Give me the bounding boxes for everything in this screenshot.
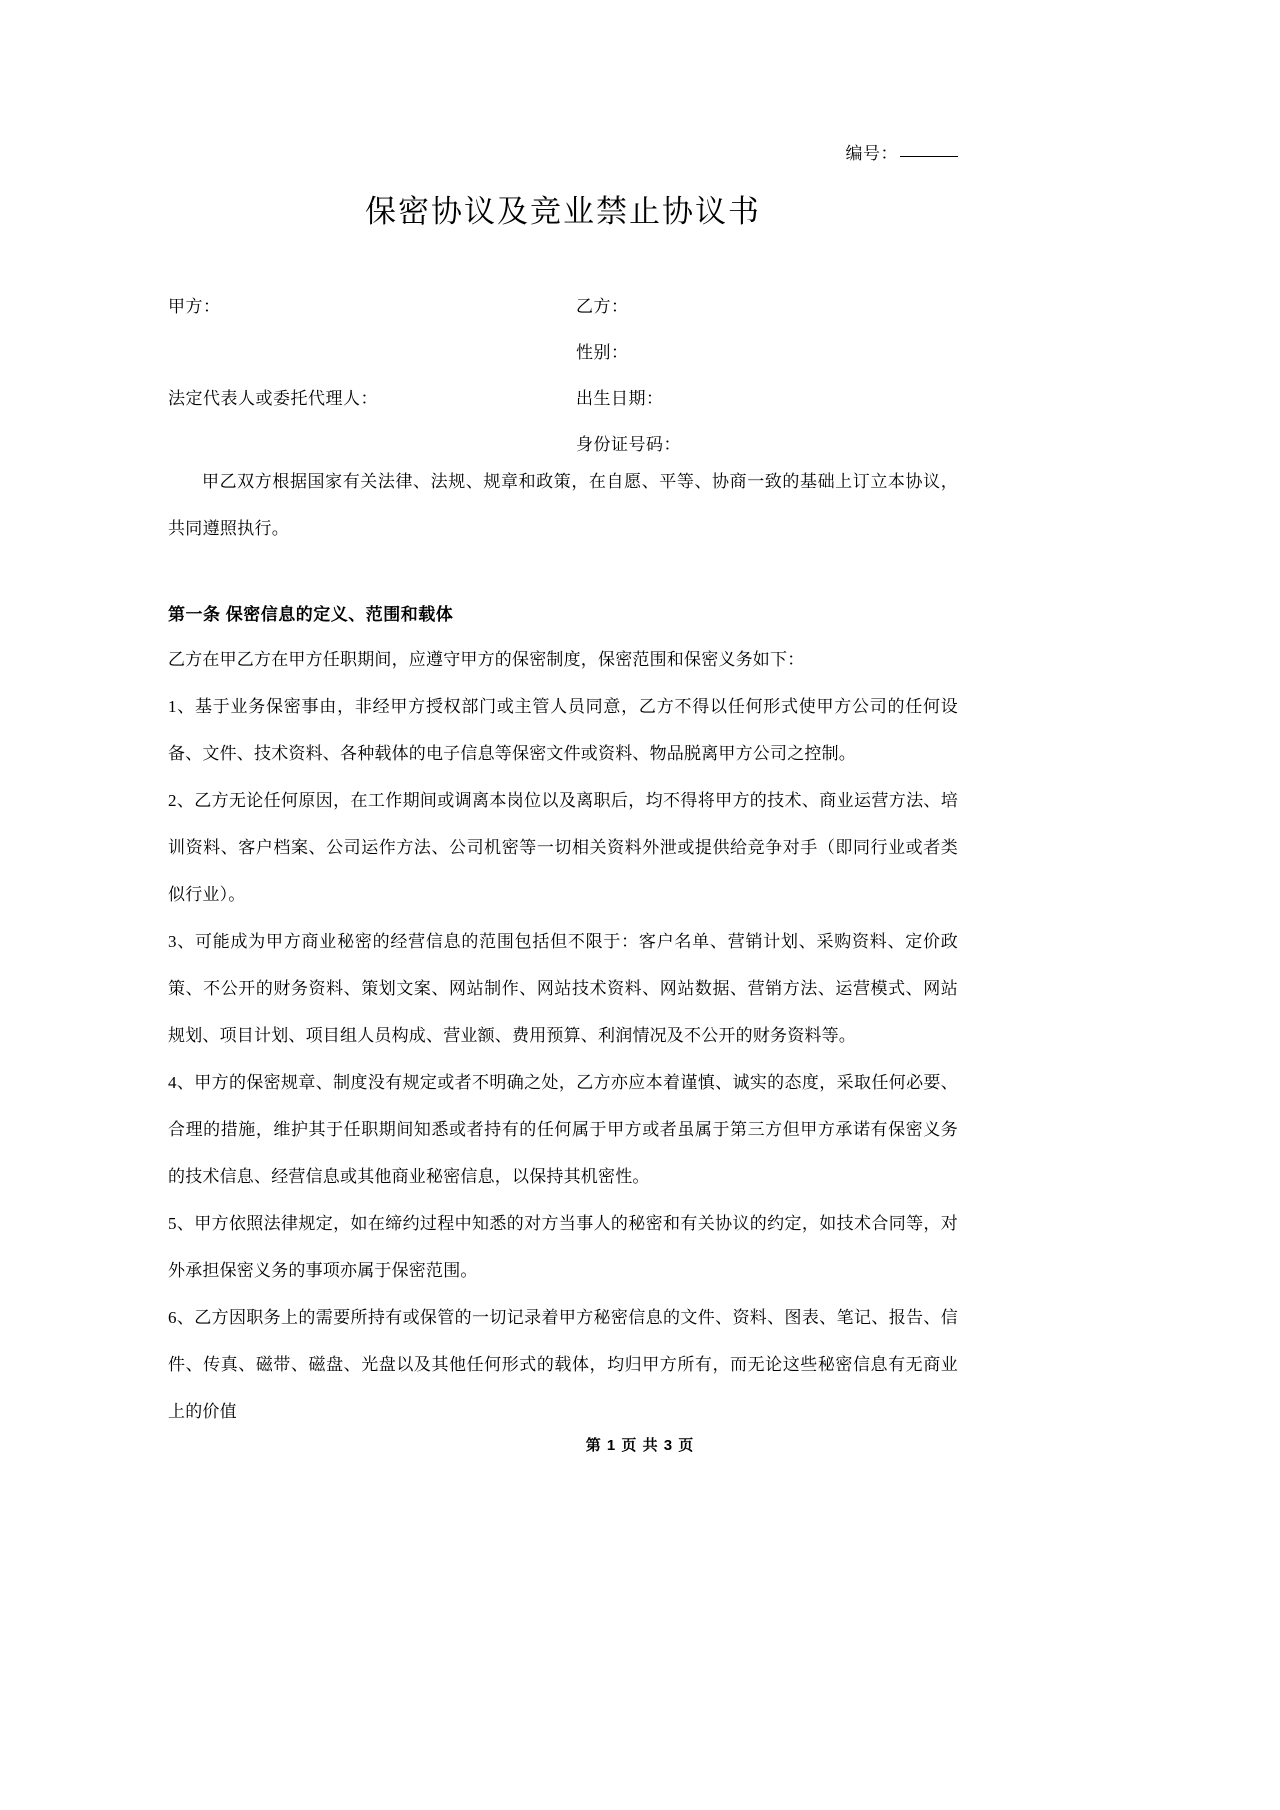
document-number-line [168, 140, 958, 168]
page-footer: 第 1 页 共 3 页 [585, 1437, 695, 1454]
document-content [168, 0, 958, 1435]
gender-label: 性别： [576, 343, 629, 362]
section-1-lead: 乙方在甲乙方在甲方任职期间，应遵守甲方的保密制度，保密范围和保密义务如下： [168, 650, 805, 669]
intro-paragraph: 甲乙双方根据国家有关法律、法规、规章和政策，在自愿、平等、协商一致的基础上订立本协议，共同遵照执行。 [168, 472, 958, 538]
section-1-item-6: 6、乙方因职务上的需要所持有或保管的一切记录着甲方秘密信息的文件、资料、图表、笔记、报告、信件、传真、磁带、磁盘、光盘以及其他任何形式的载体，均归甲方所有，而无论这些秘密信息有无商业上的价值 [168, 1308, 958, 1421]
parties-block [168, 280, 958, 456]
document-number-label: 编号： [845, 144, 898, 163]
party-b-label: 乙方： [576, 297, 629, 316]
legal-rep-label: 法定代表人或委托代理人： [168, 389, 378, 408]
section-1-item-3: 3、可能成为甲方商业秘密的经营信息的范围包括但不限于：客户名单、营销计划、采购资料、定价政策、不公开的财务资料、策划文案、网站制作、网站技术资料、网站数据、营销方法、运营模式、网站规划、项目计划、项目组人员构成、营业额、费用预算、利润情况及不公开的财务资料等。 [168, 932, 958, 1045]
id-number-label: 身份证号码： [576, 435, 681, 454]
party-a-label: 甲方： [168, 297, 221, 316]
birthdate-label: 出生日期： [576, 389, 664, 408]
section-1-item-1: 1、基于业务保密事由，非经甲方授权部门或主管人员同意，乙方不得以任何形式使甲方公司的任何设备、文件、技术资料、各种载体的电子信息等保密文件或资料、物品脱离甲方公司之控制。 [168, 697, 958, 763]
page-title: 保密协议及竞业禁止协议书 [365, 194, 761, 229]
section-1-item-4: 4、甲方的保密规章、制度没有规定或者不明确之处，乙方亦应本着谨慎、诚实的态度，采取任何必要、合理的措施，维护其于任职期间知悉或者持有的任何属于甲方或者虽属于第三方但甲方承诺有保密义务的技术信息、经营信息或其他商业秘密信息，以保持其机密性。 [168, 1073, 958, 1186]
section-heading-1: 第一条 保密信息的定义、范围和载体 [168, 605, 454, 624]
section-1-item-5: 5、甲方依照法律规定，如在缔约过程中知悉的对方当事人的秘密和有关协议的约定，如技术合同等，对外承担保密义务的事项亦属于保密范围。 [168, 1214, 958, 1280]
document-number-blank [900, 156, 958, 157]
section-1-item-2: 2、乙方无论任何原因，在工作期间或调离本岗位以及离职后，均不得将甲方的技术、商业运营方法、培训资料、客户档案、公司运作方法、公司机密等一切相关资料外泄或提供给竞争对手（即同行业或者类似行业）。 [168, 791, 958, 904]
